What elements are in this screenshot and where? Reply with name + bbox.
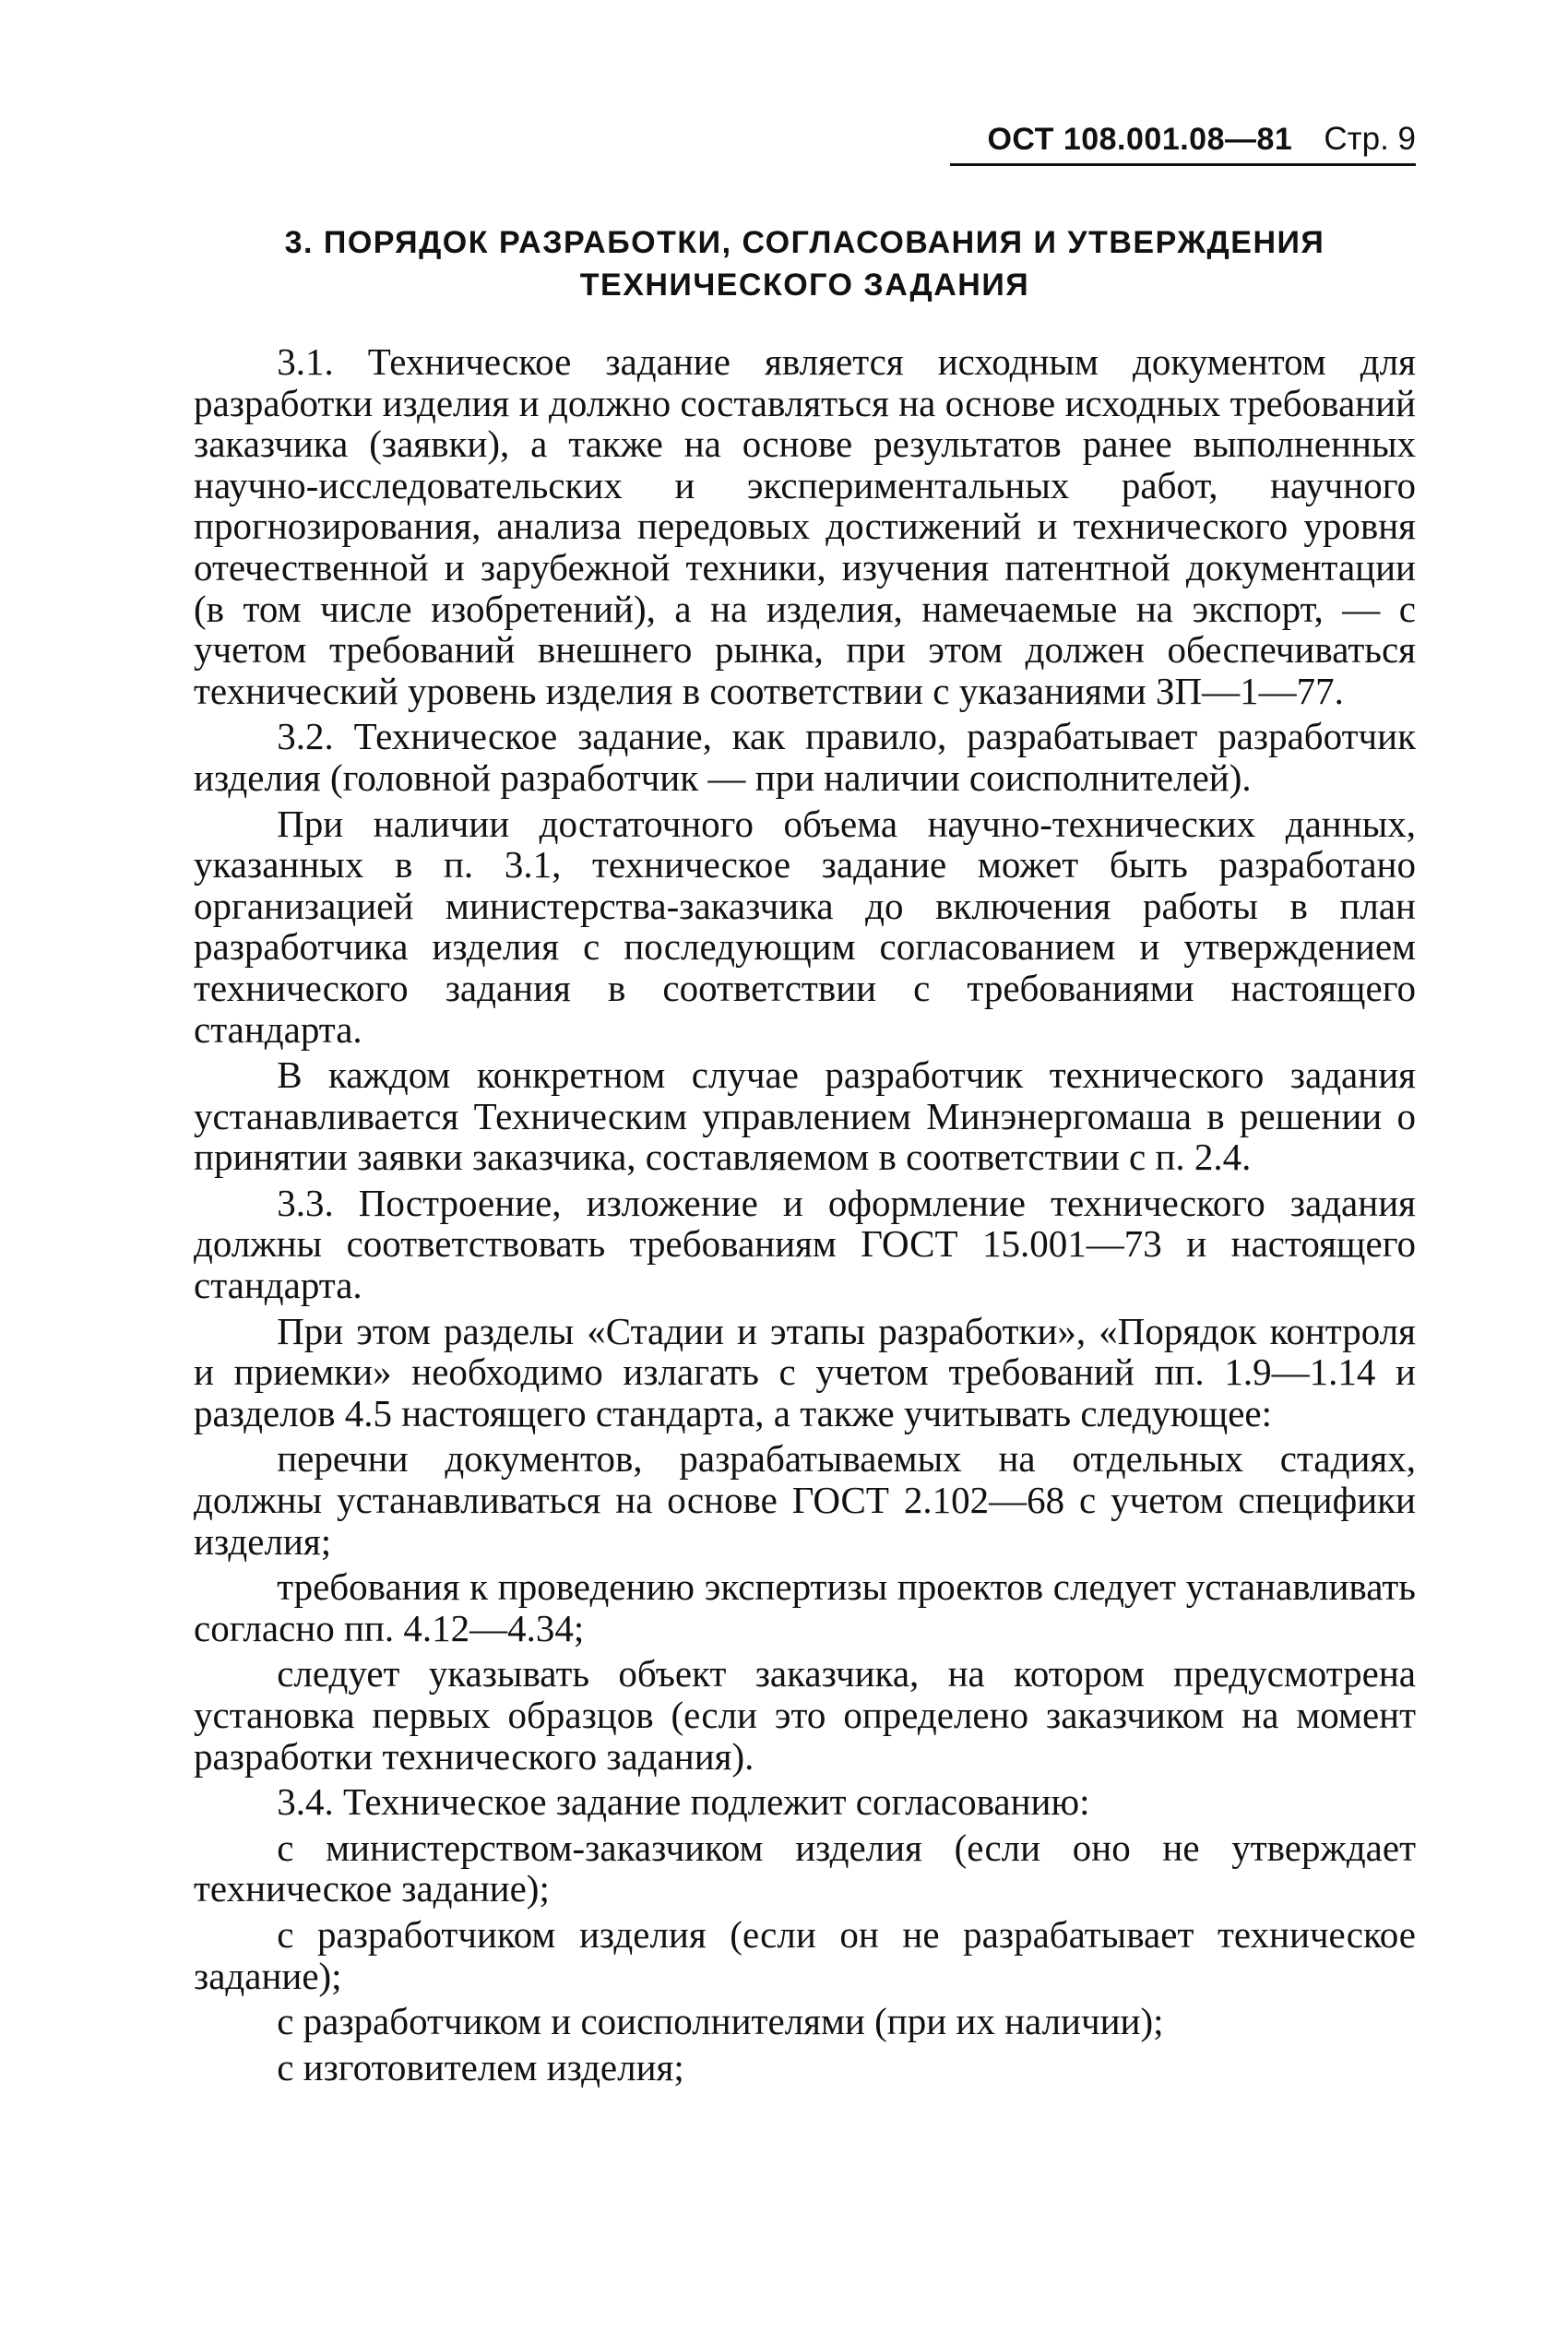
section-title-line-2: ТЕХНИЧЕСКОГО ЗАДАНИЯ	[579, 268, 1030, 303]
document-page	[194, 111, 1416, 2092]
page-header	[950, 111, 1416, 166]
list-item: с разработчиком изделия (если он не разрабатывает техническое задание);	[194, 1912, 1416, 1997]
document-code: ОСТ 108.001.08—81	[987, 122, 1293, 157]
paragraph: При наличии достаточного объема научно-технических данных, указанных в п. 3.1, техническое задание может быть разработано организацией министерства-заказчика до включения работы в план разработчика изделия с последующим согласованием и утверждением технического задания в соответствии с требованиями настоящего стандарта.	[194, 802, 1416, 1051]
list-item: с разработчиком и соисполнителями (при их наличии);	[277, 2000, 1164, 2043]
list-item: следует указывать объект заказчика, на котором предусмотрена установка первых образцов (если это определено заказчиком на момент разработки технического задания).	[194, 1652, 1416, 1778]
list-item: перечни документов, разрабатываемых на отдельных стадиях, должны устанавливаться на основе ГОСТ 2.102—68 с учетом специфики изделия;	[194, 1437, 1416, 1563]
list-item: с министерством-заказчиком изделия (если оно не утверждает техническое задание);	[194, 1826, 1416, 1910]
paragraph: В каждом конкретном случае разработчик технического задания устанавливается Техническим управлением Минэнергомаша в решении о принятии заявки заказчика, составляемом в соответствии с п. 2.4.	[194, 1053, 1416, 1179]
paragraph-3-3: 3.3. Построение, изложение и оформление технического задания должны соответствовать требованиям ГОСТ 15.001—73 и настоящего стандарта.	[194, 1181, 1416, 1307]
section-title-line-1: 3. ПОРЯДОК РАЗРАБОТКИ, СОГЛАСОВАНИЯ И УТВЕРЖДЕНИЯ	[284, 225, 1325, 260]
paragraph-3-4: 3.4. Техническое задание подлежит согласованию:	[277, 1780, 1090, 1824]
page-number: Стр. 9	[1324, 121, 1416, 157]
section-title	[194, 221, 1416, 306]
paragraph-3-2: 3.2. Техническое задание, как правило, разрабатывает разработчик изделия (головной разработчик — при наличии соисполнителей).	[194, 715, 1416, 799]
list-item: с изготовителем изделия;	[277, 2045, 684, 2088]
paragraph-3-1: 3.1. Техническое задание является исходным документом для разработки изделия и должно составляться на основе исходных требований заказчика (заявки), а также на основе результатов ранее выполненных научно-исследовательских и экспериментальных работ, научного прогнозирования, анализа передовых достижений и технического уровня отечественной и зарубежной техники, изучения патентной документации (в том числе изобретений), а на изделия, намечаемые на экспорт, — с учетом требований внешнего рынка, при этом должен обеспечиваться технический уровень изделия в соответствии с указаниями ЗП—1—77.	[194, 340, 1416, 712]
paragraph: При этом разделы «Стадии и этапы разработки», «Порядок контроля и приемки» необходимо излагать с учетом требований пп. 1.9—1.14 и разделов 4.5 настоящего стандарта, а также учитывать следующее:	[194, 1309, 1416, 1434]
body-text	[194, 341, 1416, 2088]
list-item: требования к проведению экспертизы проектов следует устанавливать согласно пп. 4.12—4.34;	[194, 1565, 1416, 1649]
